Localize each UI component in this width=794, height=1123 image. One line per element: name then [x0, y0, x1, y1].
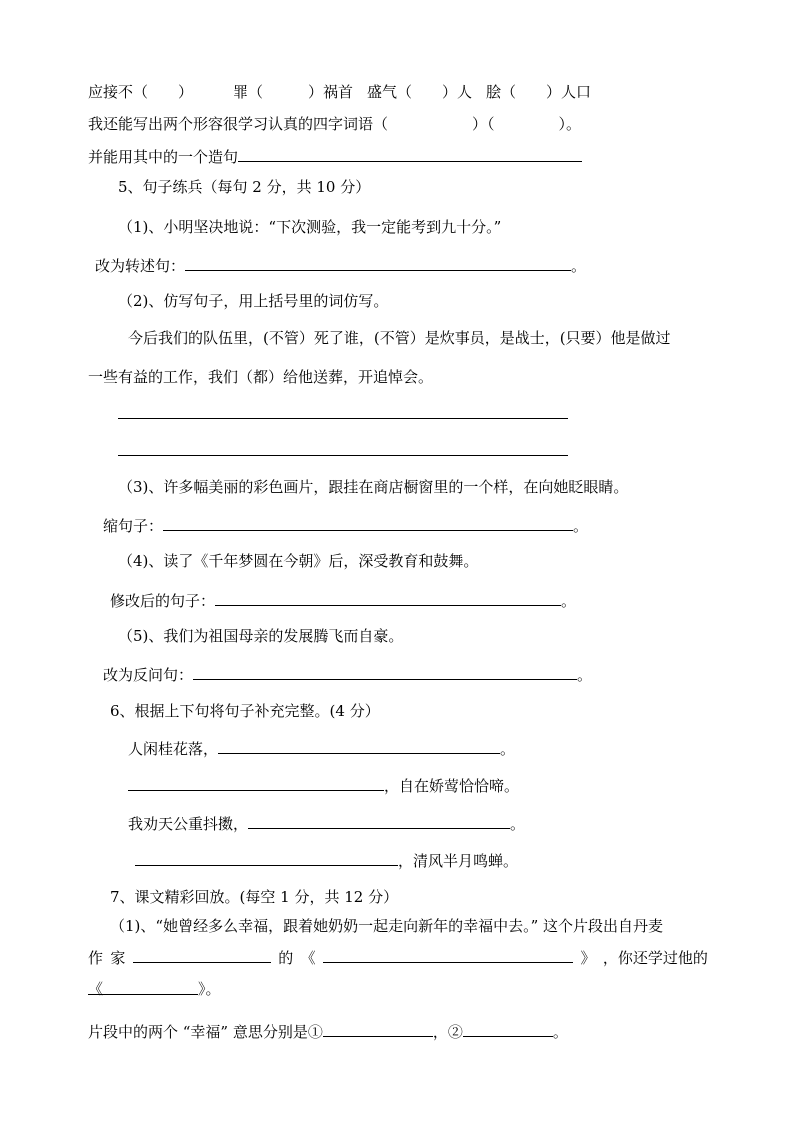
- q5-s5: （5)、我们为祖国母亲的发展腾飞而自豪。: [118, 627, 404, 645]
- q5-s1-blank[interactable]: [185, 255, 571, 271]
- q7-de: 的: [278, 949, 294, 967]
- q7-work-title-blank[interactable]: [323, 947, 573, 963]
- q7-word-zuo: 作: [88, 949, 104, 967]
- q6-title: 6、根据上下句将句子补充完整。(4 分）: [110, 702, 380, 720]
- q5-s2: （2)、仿写句子，用上括号里的词仿写。: [118, 292, 389, 310]
- q7-ni-text: ，你还学过他的: [602, 949, 708, 967]
- four-char-words-prompt: 我还能写出两个形容很学习认真的四字词语（: [88, 115, 389, 133]
- q5-s3-answer-line: [103, 515, 588, 536]
- four-char-words-mid: ）（: [472, 115, 495, 133]
- period: 。: [573, 517, 589, 535]
- q6-line-3: [128, 813, 525, 834]
- q5-s4-label: 修改后的句子：: [110, 592, 216, 610]
- period: 。: [577, 666, 593, 684]
- four-char-words-end: ）。: [558, 115, 582, 133]
- q5-title: 5、句子练兵（每句 2 分，共 10 分）: [118, 178, 371, 196]
- q7-meaning-2-blank[interactable]: [463, 1021, 553, 1037]
- q7-s2-mid: ，②: [432, 1023, 463, 1041]
- q7-s1: （1)、“她曾经多么幸福，跟着她奶奶一起走向新年的幸福中去。” 这个片段出自丹麦: [110, 917, 664, 935]
- q5-s1: （1)、小明坚决地说：“下次测验，我一定能考到九十分。”: [118, 218, 502, 236]
- q6-l4-blank[interactable]: [135, 850, 398, 866]
- q6-l1-text: 人闲桂花落，: [128, 740, 219, 758]
- idiom-blank-2: 罪（ ）祸首: [233, 83, 354, 101]
- q5-s5-blank[interactable]: [193, 664, 577, 680]
- q6-line-2: [128, 775, 519, 796]
- q5-s2-answer-rule-2[interactable]: [118, 455, 568, 456]
- q5-s4: （4)、读了《千年梦圆在今朝》后，深受教育和鼓舞。: [118, 552, 479, 570]
- q5-s2-answer-rule-1[interactable]: [118, 418, 568, 419]
- q7-other-work-blank[interactable]: [88, 979, 198, 998]
- idiom-line: [88, 82, 591, 102]
- q5-s3: （3)、许多幅美丽的彩色画片，跟挂在商店橱窗里的一个样，在向她眨眼睛。: [118, 478, 629, 496]
- q5-s1-answer-line: [95, 255, 586, 276]
- q7-other-close: 》。: [198, 980, 221, 998]
- q6-line-1: [128, 738, 515, 759]
- make-sentence-prompt: 并能用其中的一个造句: [88, 148, 239, 166]
- q7-other-open: 《: [88, 980, 104, 998]
- period: 。: [571, 257, 587, 275]
- idiom-blank-4: 脍（ ）人口: [486, 83, 592, 101]
- q5-s3-blank[interactable]: [163, 515, 573, 531]
- q5-s1-label: 改为转述句：: [95, 257, 186, 275]
- q6-l1-blank[interactable]: [218, 738, 500, 754]
- q5-s2-para-1: 今后我们的队伍里，(不管）死了谁，(不管）是炊事员，是战士，(只要）他是做过: [128, 329, 671, 347]
- period: 。: [500, 740, 516, 758]
- period: 。: [561, 592, 577, 610]
- q7-other-work-line: [88, 979, 221, 999]
- q6-l3-text: 我劝天公重抖擞，: [128, 815, 249, 833]
- make-sentence-line: [88, 146, 582, 167]
- idiom-blank-3: 盛气（ ）人: [367, 83, 473, 101]
- q7-meaning-1-blank[interactable]: [323, 1021, 433, 1037]
- q5-s2-para-2: 一些有益的工作，我们（都）给他送葬，开追悼会。: [88, 368, 434, 386]
- q5-s5-answer-line: [103, 664, 592, 685]
- period: 。: [510, 815, 526, 833]
- q7-s2-text: 片段中的两个 “幸福” 意思分别是①: [88, 1023, 323, 1041]
- q7-title: 7、课文精彩回放。(每空 1 分，共 12 分）: [110, 888, 399, 906]
- q6-l2-text: ，自在娇莺恰恰啼。: [384, 777, 520, 795]
- q5-s4-answer-line: [110, 590, 576, 611]
- q7-s2-end: 。: [552, 1023, 568, 1041]
- q5-s3-label: 缩句子：: [103, 517, 164, 535]
- q6-l4-text: ，清风半月鸣蝉。: [398, 852, 519, 870]
- q7-title-open: 《: [300, 949, 316, 967]
- q7-word-jia: 家: [110, 949, 126, 967]
- q7-author-line: [88, 947, 708, 968]
- make-sentence-blank[interactable]: [238, 146, 582, 162]
- q5-s5-label: 改为反问句：: [103, 666, 194, 684]
- q6-l3-blank[interactable]: [248, 813, 510, 829]
- q7-title-close: 》: [580, 949, 596, 967]
- q6-line-4: [135, 850, 518, 871]
- q7-author-blank[interactable]: [133, 947, 271, 963]
- q7-s2-line: [88, 1021, 568, 1042]
- four-char-words-line: [88, 114, 581, 134]
- q5-s4-blank[interactable]: [215, 590, 561, 606]
- idiom-blank-1: 应接不（ ）: [88, 83, 194, 101]
- q6-l2-blank[interactable]: [128, 775, 384, 791]
